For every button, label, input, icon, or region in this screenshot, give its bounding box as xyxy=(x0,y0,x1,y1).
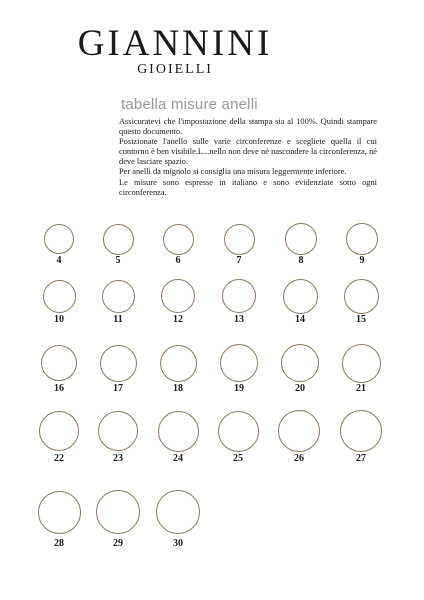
ring-circle xyxy=(283,279,318,314)
instruction-paragraph: Assicuratevi che l'impostazione della stampa sia al 100%. Quindi stampare questo documento. xyxy=(119,117,377,137)
ring-circle xyxy=(43,280,76,313)
ring-size-label: 30 xyxy=(173,538,183,549)
ring-size-label: 19 xyxy=(234,383,244,394)
ring-size-label: 26 xyxy=(294,453,304,464)
ring-circle xyxy=(161,279,195,313)
ring-size-label: 28 xyxy=(54,538,64,549)
ring-circle xyxy=(278,410,320,452)
ring-size-item xyxy=(283,279,318,334)
ring-size-item xyxy=(220,344,258,402)
brand-subtitle: GIOIELLI xyxy=(137,62,213,77)
ring-circle xyxy=(344,279,379,314)
ring-size-item xyxy=(102,280,135,333)
ring-circle xyxy=(158,411,199,452)
ring-size-item xyxy=(340,410,382,472)
ring-size-label: 14 xyxy=(295,314,305,325)
instruction-paragraph: Per anelli da mignolo si consiglia una misura leggermente inferiore. xyxy=(119,167,347,177)
ring-circle xyxy=(102,280,135,313)
ring-size-item xyxy=(158,411,199,472)
ring-size-item xyxy=(156,490,200,554)
ring-size-label: 16 xyxy=(54,383,64,394)
ring-size-item xyxy=(100,345,137,402)
ring-size-item xyxy=(41,345,77,401)
ring-size-label: 29 xyxy=(113,538,123,549)
ring-size-label: 5 xyxy=(115,255,121,266)
ring-size-label: 27 xyxy=(356,453,366,464)
ring-circle xyxy=(100,345,137,382)
page-title: tabella misure anelli xyxy=(121,96,258,113)
ring-size-label: 17 xyxy=(113,383,123,394)
ring-size-item xyxy=(285,223,317,275)
ring-size-item xyxy=(98,411,138,471)
ring-size-label: 13 xyxy=(234,314,244,325)
ring-size-item xyxy=(342,344,381,403)
ring-size-item xyxy=(344,279,379,334)
ring-size-label: 15 xyxy=(356,314,366,325)
ring-size-label: 6 xyxy=(175,255,181,266)
ring-circle xyxy=(163,224,194,255)
ring-circle xyxy=(38,491,81,534)
ring-circle xyxy=(222,279,256,313)
ring-size-label: 18 xyxy=(173,383,183,394)
ring-circle xyxy=(156,490,200,534)
ring-circle xyxy=(342,344,381,383)
ring-circle xyxy=(44,224,74,254)
brand-name: GIANNINI xyxy=(77,23,273,64)
ring-size-label: 22 xyxy=(54,453,64,464)
ring-size-item xyxy=(161,279,195,333)
ring-size-label: 11 xyxy=(113,314,123,325)
ring-size-label: 10 xyxy=(54,314,64,325)
ring-size-item xyxy=(281,344,319,402)
ring-circle xyxy=(160,345,197,382)
ring-circle xyxy=(340,410,382,452)
ring-circle xyxy=(281,344,319,382)
ring-size-item xyxy=(346,223,378,275)
ring-size-label: 23 xyxy=(113,453,123,464)
ring-circle xyxy=(103,224,134,255)
ring-size-label: 24 xyxy=(173,453,183,464)
ring-size-item xyxy=(222,279,256,333)
instruction-paragraph: Le misure sono espresse in italiano e sono evidenziate sotto ogni circonferenza. xyxy=(119,177,377,197)
ring-size-item xyxy=(103,224,134,275)
ring-size-item xyxy=(218,411,259,472)
ring-size-item xyxy=(160,345,197,402)
ring-size-label: 25 xyxy=(233,453,243,464)
ring-size-label: 21 xyxy=(356,383,366,394)
ring-circle xyxy=(96,490,140,534)
ring-circle xyxy=(220,344,258,382)
ring-size-item xyxy=(43,280,76,333)
ring-size-item xyxy=(163,224,194,275)
ring-size-label: 8 xyxy=(298,255,304,266)
ring-size-label: 9 xyxy=(359,255,365,266)
ring-circle xyxy=(285,223,317,255)
instruction-paragraph: Posizionate l'anello sulle varie circonferenze e scegliete quella il cui contorno è ben visibile.L...nello non deve né nascondere la circonferenza, né deve lasciare spazio. xyxy=(119,137,377,167)
ring-circle xyxy=(224,224,255,255)
ring-size-item xyxy=(39,411,79,471)
ring-circle xyxy=(39,411,79,451)
ring-size-item xyxy=(44,224,74,274)
ring-size-item xyxy=(96,490,140,554)
ring-size-label: 12 xyxy=(173,314,183,325)
ring-size-label: 20 xyxy=(295,383,305,394)
ring-circle xyxy=(346,223,378,255)
ring-circle xyxy=(218,411,259,452)
ring-circle xyxy=(41,345,77,381)
ring-size-item xyxy=(278,410,320,472)
ring-size-label: 7 xyxy=(236,255,242,266)
ring-size-item xyxy=(38,491,81,554)
ring-size-label: 4 xyxy=(56,255,62,266)
ring-size-item xyxy=(224,224,255,275)
ring-circle xyxy=(98,411,138,451)
